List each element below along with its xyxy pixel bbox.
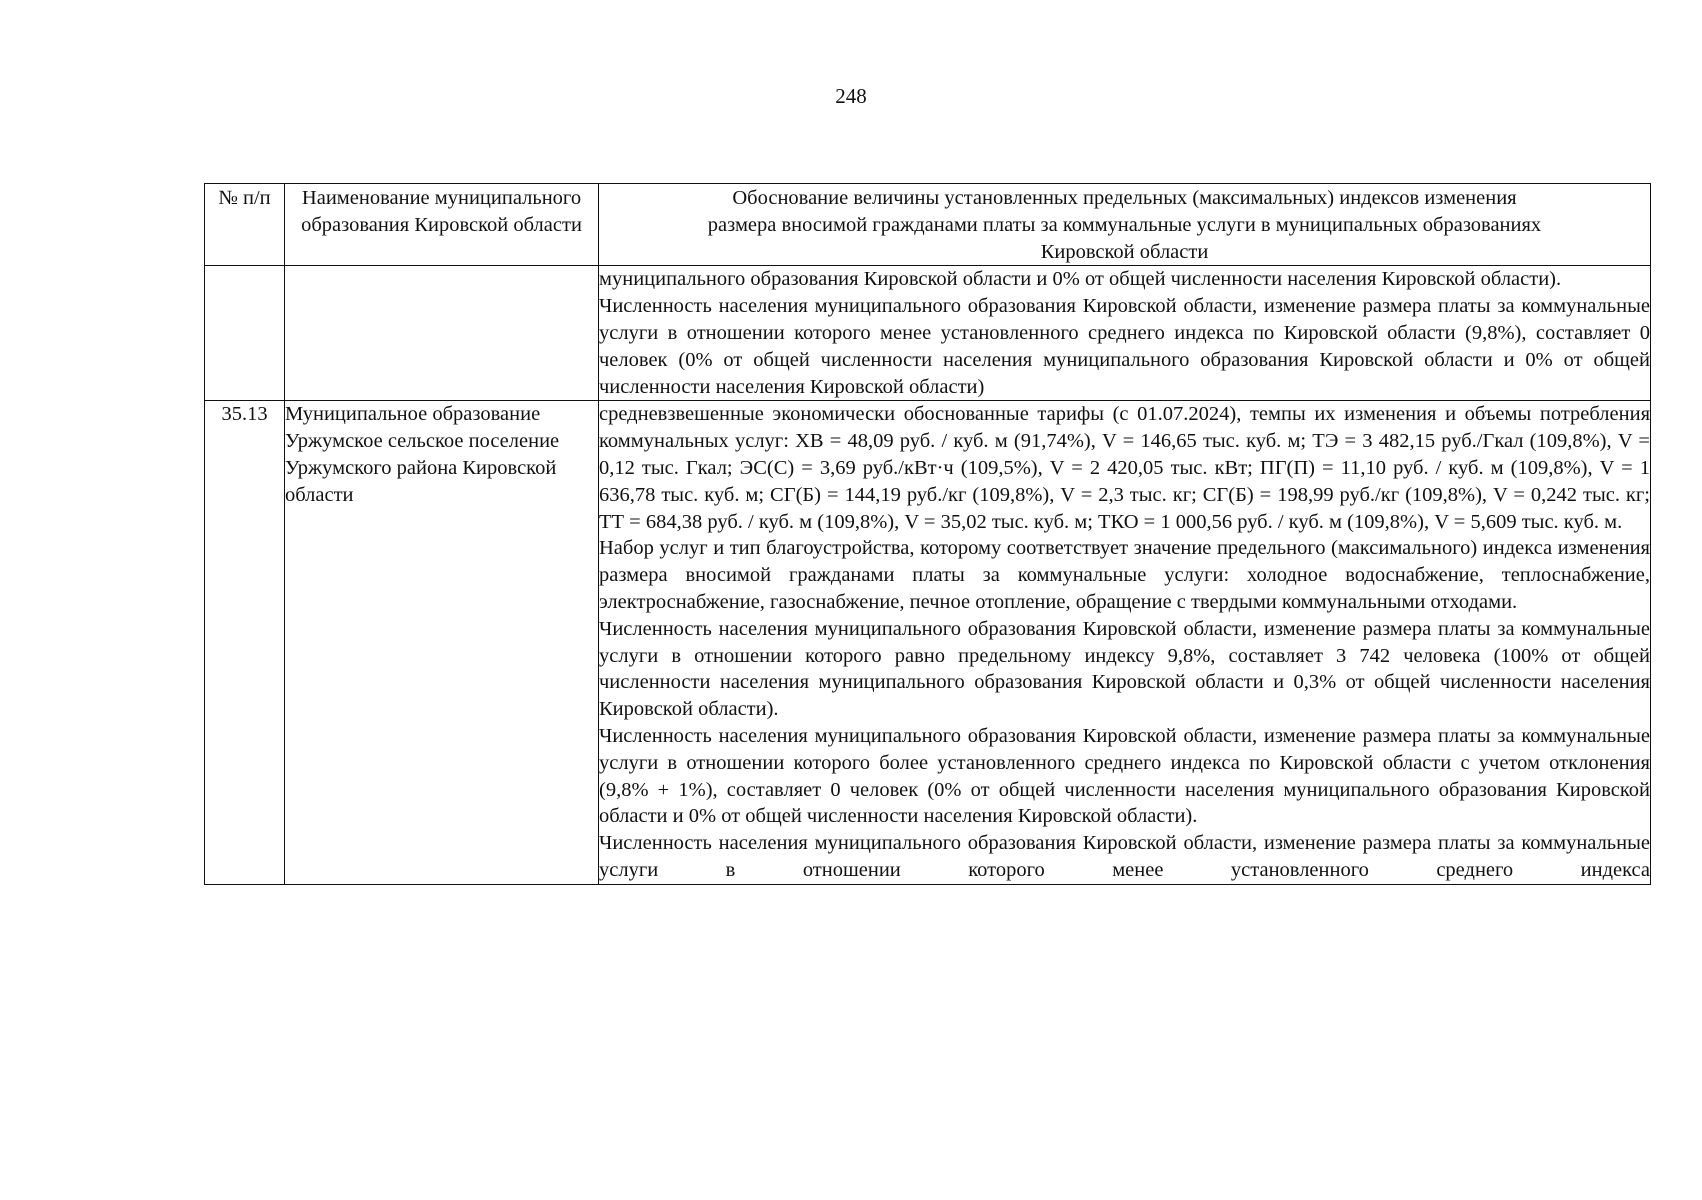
tariff-justification-table [204,183,1651,885]
row-num: 35.13 [205,401,285,884]
table-row [205,401,1651,884]
justification-paragraph: Численность населения муниципального образования Кировской области, изменение размера платы за коммунальные услуги в отношении которого более установленного среднего индекса по Кировской области с учетом отклонения (9,8% + 1%), составляет 0 человек (0% от общей численности населения муниципального образования Кировской области и 0% от общей численности населения Кировской области). [599,724,1650,828]
justification-paragraph: Численность населения муниципального образования Кировской области, изменение размера платы за коммунальные услуги в отношении которого менее установленного среднего индекса по Кировской области (9,8%), составляет 0 человек (0% от общей численности населения муниципального образования Кировской области и 0% от общей численности населения Кировской области) [599,295,1650,398]
row-municipality-name: Муниципальное образование Уржумское сельское поселение Уржумского района Кировской области [285,401,599,884]
justification-paragraph: муниципального образования Кировской области и 0% от общей численности населения Кировской области). [599,268,1562,291]
row-num [205,266,285,401]
page-number: 248 [835,84,867,108]
row-municipality-name [285,266,599,401]
row-justification [599,266,1651,401]
header-municipality-name: Наименование муниципального образования Кировской области [301,187,582,236]
justification-paragraph: Численность населения муниципального образования Кировской области, изменение размера платы за коммунальные услуги в отношении которого менее установленного среднего индекса [599,832,1650,881]
header-num-cell [205,184,285,266]
row-justification [599,401,1651,884]
header-justification-cell [599,184,1651,266]
header-justification: Обоснование величины установленных предельных (максимальных) индексов изменения размера вносимой гражданами платы за коммунальные услуги в муниципальных образованиях Кировской области [707,187,1542,263]
table-row [205,266,1651,401]
header-name-cell [285,184,599,266]
justification-paragraph: Набор услуг и тип благоустройства, которому соответствует значение предельного (максимального) индекса изменения размера вносимой гражданами платы за коммунальные услуги: холодное водоснабжение, теплоснабжение, электроснабжение, газоснабжение, печное отопление, обращение с твердыми коммунальными отходами. [599,537,1650,613]
header-num: № п/п [218,187,271,209]
justification-paragraph: средневзвешенные экономически обоснованные тарифы (с 01.07.2024), темпы их изменения и объемы потребления коммунальных услуг: ХВ = 48,09 руб. / куб. м (91,74%), V = 146,65 тыс. куб. м; ТЭ = 3 482,15 руб./Гкал (109,8%), V = 0,12 тыс. Гкал; ЭС(С) = 3,69 руб./кВт·ч (109,5%), V = 2 420,05 тыс. кВт; ПГ(П) = 11,10 руб. / куб. м (109,8%), V = 1 636,78 тыс. куб. м; СГ(Б) = 144,19 руб./кг (109,8%), V = 2,3 тыс. кг; СГ(Б) = 198,99 руб./кг (109,8%), V = 0,242 тыс. кг; ТТ = 684,38 руб. / куб. м (109,8%), V = 35,02 тыс. куб. м; ТКО = 1 000,56 руб. / куб. м (109,8%), V = 5,609 тыс. куб. м. [599,403,1650,533]
justification-paragraph: Численность населения муниципального образования Кировской области, изменение размера платы за коммунальные услуги в отношении которого равно предельному индексу 9,8%, составляет 3 742 человека (100% от общей численности населения муниципального образования Кировской области и 0,3% от общей численности населения Кировской области). [599,617,1650,721]
table-header-row [205,184,1651,266]
